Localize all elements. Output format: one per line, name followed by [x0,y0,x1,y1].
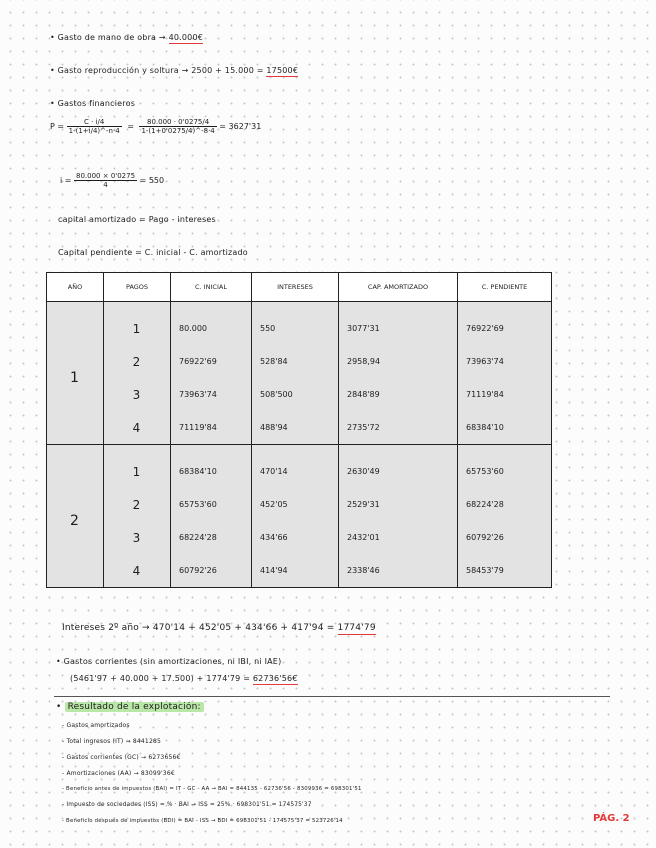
intereses-cell: 434'66 [252,521,339,554]
intereses-cell: 452'05 [252,488,339,521]
intereses-cell: 488'94 [252,411,339,445]
gastos-corrientes-text: (5461'97 + 40.000 + 17.500) + 1774'79 = [70,674,251,683]
resultado-item: - Impuesto de sociedades (ISS) = % · BAI → ISS = 25% · 698301'51 = 174575'37 [62,802,312,808]
col-header-cap-amortizado: CAP. AMORTIZADO [339,273,458,302]
line-mano-obra-text: • Gasto de mano de obra → [50,33,166,42]
pendiente-cell: 65753'60 [458,455,552,488]
col-header-c-inicial: C. INICIAL [171,273,252,302]
pago-cell: 4 [104,554,171,588]
formula-i-den: 4 [103,181,108,189]
table-row [47,455,552,488]
formula-p-den-1: 1-(1+i/4)^-n·4 [68,127,120,135]
pago-cell: 2 [104,345,171,378]
resultado-title-line: • Resultado de la explotación: [56,702,204,712]
inicial-cell: 65753'60 [171,488,252,521]
resultado-item: - Gastos amortizados [62,722,130,729]
formula-i-result: = 550 [139,176,165,185]
resultado-item: - Gastos corrientes (GC) → 6273656€ [62,754,181,761]
amortizado-cell: 2432'01 [339,521,458,554]
formula-p-num-2: 80.000 · 0'0275/4 [139,118,216,127]
formula-p-fraction-1 [67,118,122,135]
pendiente-cell: 60792'26 [458,521,552,554]
pago-cell: 1 [104,455,171,488]
formula-p-result: = 3627'31 [219,122,262,131]
inicial-cell: 60792'26 [171,554,252,588]
line-gastos-corrientes [70,674,298,683]
year-cell: 1 [47,312,104,445]
amortizado-cell: 2338'46 [339,554,458,588]
year-cell: 2 [47,455,104,588]
table-row [47,488,552,521]
reproduccion-value: 17500€ [266,66,299,75]
pago-cell: 4 [104,411,171,445]
pago-cell: 1 [104,312,171,345]
pendiente-cell: 76922'69 [458,312,552,345]
amortizado-cell: 2848'89 [339,378,458,411]
formula-p-num-1: C · i/4 [67,118,122,127]
inicial-cell: 71119'84 [171,411,252,445]
table-row [47,378,552,411]
mano-obra-value: 40.000€ [168,33,204,42]
intereses-cell: 528'84 [252,345,339,378]
amortizado-cell: 2529'31 [339,488,458,521]
inicial-cell: 68384'10 [171,455,252,488]
inicial-cell: 68224'28 [171,521,252,554]
intereses-cell: 470'14 [252,455,339,488]
intereses-cell: 508'500 [252,378,339,411]
col-header-intereses: INTERESES [252,273,339,302]
pendiente-cell: 58453'79 [458,554,552,588]
amortizado-cell: 2630'49 [339,455,458,488]
line-capital-amortizado: capital amortizado = Pago - intereses [58,215,216,224]
formula-i-fraction [74,172,137,189]
amortizado-cell: 2958,94 [339,345,458,378]
pago-cell: 3 [104,378,171,411]
intereses-2-ano-text: Intereses 2º año → 470'14 + 452'05 + 434'66 + 417'94 = [62,623,335,633]
inicial-cell: 80.000 [171,312,252,345]
pago-cell: 3 [104,521,171,554]
inicial-cell: 73963'74 [171,378,252,411]
table-header-row [47,273,552,302]
line-gastos-corrientes-title: • Gastos corrientes (sin amortizaciones, ni IBI, ni IAE) [56,657,282,666]
resultado-item: - Total ingresos (IT) → 8441285 [62,738,162,745]
col-header-ano: AÑO [47,273,104,302]
resultado-title: Resultado de la explotación: [65,702,204,712]
line-gastos-financieros: • Gastos financieros [50,99,136,108]
formula-p-den-2: 1-(1+0'0275/4)^-8·4 [141,127,215,135]
pago-cell: 2 [104,488,171,521]
formula-p-label: P = [50,122,65,131]
table-row [47,521,552,554]
section-divider [54,696,610,697]
gastos-corrientes-value: 62736'56€ [252,674,298,683]
col-header-c-pendiente: C. PENDIENTE [458,273,552,302]
formula-p-fraction-2 [139,118,216,135]
pendiente-cell: 71119'84 [458,378,552,411]
pendiente-cell: 68384'10 [458,411,552,445]
table-row [47,554,552,588]
formula-i-num: 80.000 × 0'0275 [76,172,136,180]
line-reproduccion-text: • Gasto reproducción y soltura → 2500 + 15.000 = [50,66,264,75]
amortization-table [46,272,552,588]
line-mano-obra [50,33,203,42]
col-header-pagos: PAGOS [104,273,171,302]
table-gap-row [47,302,552,313]
line-intereses-2-ano [62,623,376,633]
resultado-item: - Beneficio antes de impuestos (BAI) = IT - GC - AA → BAI = 844135 - 62736'56 - 8309936 = 698301'51 [62,786,362,792]
intereses-2-ano-value: 1774'79 [337,623,376,633]
formula-i [60,172,164,189]
line-reproduccion [50,66,298,75]
pendiente-cell: 68224'28 [458,488,552,521]
table-gap-row [47,445,552,456]
formula-p: P = $\frac{C \cdot i/4}{1-(1+i/4)\^{}-n\cdot 4}$ = $\frac{80.000 \cdot 0'0275/4}{1-(1+0'0275/4)\^{}-8\cdot 4}$ = 3627'31 [50,118,262,135]
line-capital-pendiente: Capital pendiente = C. inicial - C. amortizado [58,248,248,257]
page-number: PÁG. 2 [593,813,630,824]
inicial-cell: 76922'69 [171,345,252,378]
amortizado-cell: 2735'72 [339,411,458,445]
resultado-item: - Amortizaciones (AA) → 83099'36€ [62,770,175,777]
amortizado-cell: 3077'31 [339,312,458,345]
resultado-item: - Beneficio después de impuestos (BDI) = BAI - ISS → BDI = 698301'51 - 174575'37 = 523726'14 [62,818,343,824]
table-row [47,411,552,445]
table-row [47,345,552,378]
intereses-cell: 550 [252,312,339,345]
intereses-cell: 414'94 [252,554,339,588]
formula-i-label: i = [60,176,72,185]
table-row [47,312,552,345]
pendiente-cell: 73963'74 [458,345,552,378]
